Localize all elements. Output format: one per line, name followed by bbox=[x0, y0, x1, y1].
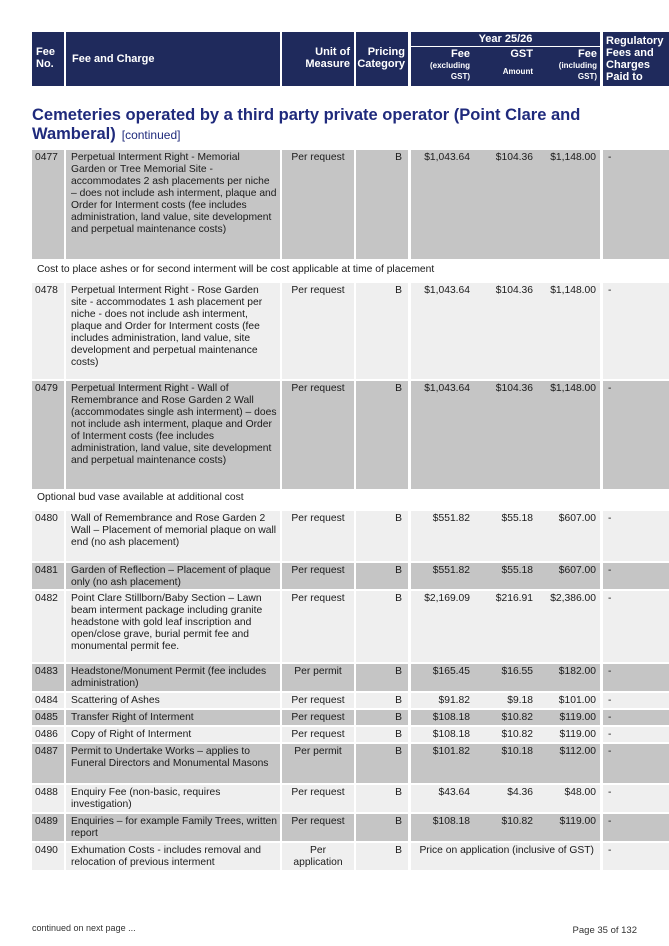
table-row: 0490 Exhumation Costs - includes removal and relocation of previous interment Per application B Price on application (inclusive of GST) - bbox=[32, 843, 638, 870]
table-row: 0482 Point Clare Stillborn/Baby Section – Lawn beam interment package including granite headstone with gold leaf inscription and open/close grave, burial permit fee and monumental permit fee. Per request B $2,169.09 $216.91 $2,386.00 - bbox=[32, 591, 638, 662]
table-row: 0480 Wall of Remembrance and Rose Garden 2 Wall – Placement of memorial plaque on wall end (no ash placement) Per request B $551.82 $55.18 $607.00 - bbox=[32, 511, 638, 561]
table-header bbox=[32, 32, 664, 86]
fee-table bbox=[32, 150, 638, 870]
header-pricing-category: Pricing Category bbox=[356, 32, 408, 86]
row-note: Cost to place ashes or for second interment will be cost applicable at time of placement bbox=[32, 261, 638, 281]
table-row: 0487 Permit to Undertake Works – applies to Funeral Directors and Monumental Masons Per permit B $101.82 $10.18 $112.00 - bbox=[32, 744, 638, 783]
header-gst: GST Amount bbox=[502, 48, 533, 76]
table-row: 0484 Scattering of Ashes Per request B $91.82 $9.18 $101.00 - bbox=[32, 693, 638, 708]
header-fee-no: Fee No. bbox=[32, 32, 64, 86]
continued-label: [continued] bbox=[121, 128, 181, 142]
header-year-group bbox=[411, 32, 600, 86]
table-row: 0486 Copy of Right of Interment Per request B $108.18 $10.82 $119.00 - bbox=[32, 727, 638, 742]
continued-footer: continued on next page ... bbox=[32, 923, 136, 933]
table-row: 0477 Perpetual Interment Right - Memorial Garden or Tree Memorial Site - accommodates 2 ash placements per niche – does not include ash interment, plaque and Order for Interment costs (fee includes administration, land value, site development and perpetual maintenance costs) Per request B $1,043.64 $104.36 $1,148.00 - bbox=[32, 150, 638, 259]
row-note: Optional bud vase available at additional cost bbox=[32, 489, 638, 509]
table-row: 0481 Garden of Reflection – Placement of plaque only (no ash placement) Per request B $551.82 $55.18 $607.00 - bbox=[32, 563, 638, 589]
table-row: 0488 Enquiry Fee (non-basic, requires investigation) Per request B $43.64 $4.36 $48.00 - bbox=[32, 785, 638, 812]
header-fee-excl: Fee (excluding GST) bbox=[429, 48, 470, 81]
section-title: Cemeteries operated by a third party private operator (Point Clare and Wamberal) [continued] bbox=[32, 106, 581, 143]
page-number: Page 35 of 132 bbox=[572, 925, 637, 936]
table-row: 0478 Perpetual Interment Right - Rose Garden site - accommodates 1 ash placement per niche - does not include ash interment, plaque and Order for Interment costs (fee includes administration, land value, site development and perpetual maintenance costs) Per request B $1,043.64 $104.36 $1,148.00 - bbox=[32, 283, 638, 379]
table-row: 0483 Headstone/Monument Permit (fee includes administration) Per permit B $165.45 $16.55 $182.00 - bbox=[32, 664, 638, 691]
header-unit-of-measure: Unit of Measure bbox=[282, 32, 354, 86]
table-row: 0489 Enquiries – for example Family Trees, written report Per request B $108.18 $10.82 $119.00 - bbox=[32, 814, 638, 841]
table-row: 0485 Transfer Right of Interment Per request B $108.18 $10.82 $119.00 - bbox=[32, 710, 638, 725]
header-fee-and-charge: Fee and Charge bbox=[66, 32, 280, 86]
header-regulatory: Regulatory Fees and Charges Paid to bbox=[603, 32, 669, 86]
table-row: 0479 Perpetual Interment Right - Wall of Remembrance and Rose Garden 2 Wall (accommodates single ash interment) – does not include ash interment, plaque and Order of Interment costs (fee includes administration, land value, site development and perpetual maintenance costs) Per request B $1,043.64 $104.36 $1,148.00 - bbox=[32, 381, 638, 489]
header-year: Year 25/26 bbox=[411, 32, 600, 47]
header-fee-incl: Fee (including GST) bbox=[558, 48, 597, 81]
